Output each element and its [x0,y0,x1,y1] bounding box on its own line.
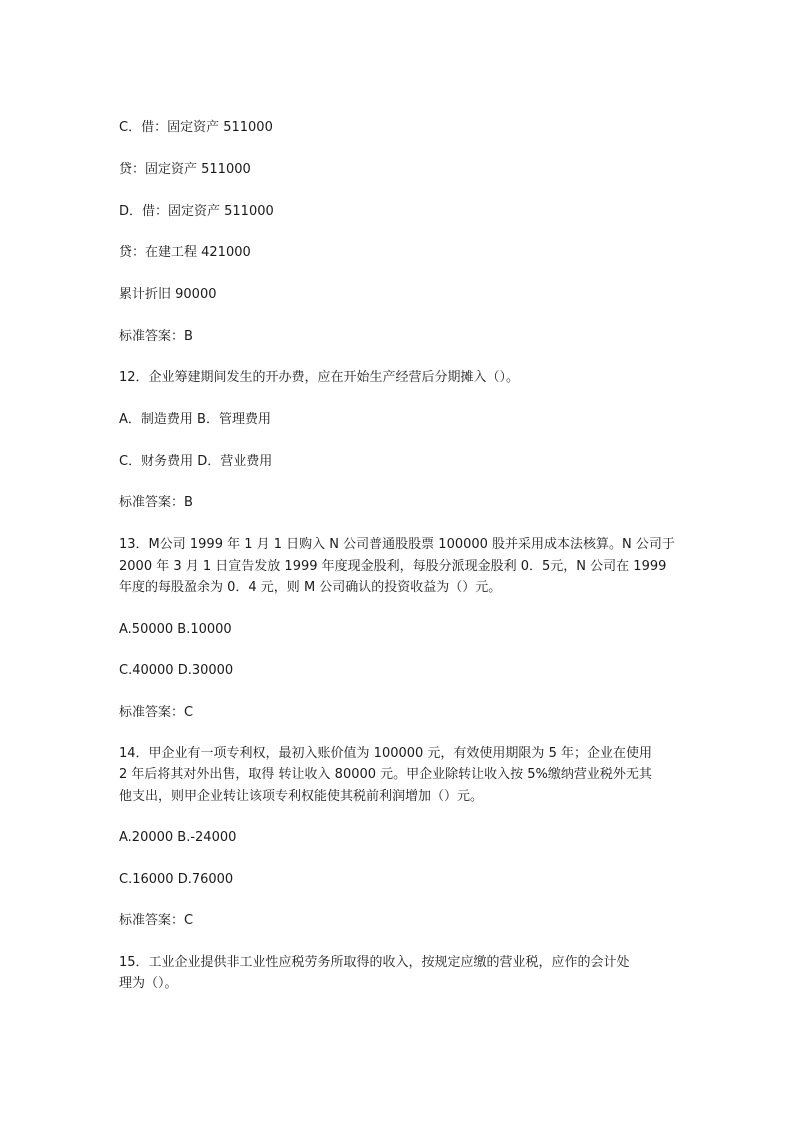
answer-12: 标准答案：B [119,495,193,510]
question-14-line-1: 14．甲企业有一项专利权，最初入账价值为 100000 元，有效使用期限为 5 年；企业在使用 [119,746,652,761]
question-14-options-cd: C.16000 D.76000 [119,872,234,887]
answer-11: 标准答案：B [119,329,193,344]
question-15-line-1: 15．工业企业提供非工业性应税劳务所取得的收入，按规定应缴的营业税，应作的会计处 [119,955,630,970]
option-d-depreciation: 累计折旧 90000 [119,287,217,302]
question-12: 12．企业筹建期间发生的开办费，应在开始生产经营后分期摊入（）。 [119,370,520,385]
question-14-line-3: 他支出，则甲企业转让该项专利权能使其税前利润增加（）元。 [119,789,484,804]
question-13-line-3: 年度的每股盈余为 0．4 元，则 M 公司确认的投资收益为（）元。 [119,580,502,595]
question-14-options-ab: A.20000 B.-24000 [119,830,237,845]
question-14-line-2: 2 年后将其对外出售，取得 转让收入 80000 元。甲企业除转让收入按 5%缴纳营业税外无其 [119,767,652,782]
question-15-line-2: 理为（）。 [119,976,178,991]
option-d-debit: D．借：固定资产 511000 [119,204,274,219]
answer-13: 标准答案：C [119,705,194,720]
question-12-options-cd: C．财务费用 D．营业费用 [119,454,273,469]
question-13-line-1: 13．M公司 1999 年 1 月 1 日购入 N 公司普通股股票 100000 股并采用成本法核算。N 公司于 [119,537,675,552]
question-13-line-2: 2000 年 3 月 1 日宣告发放 1999 年度现金股利，每股分派现金股利 0．5元，N 公司在 1999 [119,559,667,574]
option-d-credit: 贷：在建工程 421000 [119,245,251,260]
question-12-options-ab: A．制造费用 B．管理费用 [119,412,271,427]
answer-14: 标准答案：C [119,913,194,928]
question-13-options-ab: A.50000 B.10000 [119,622,232,637]
option-c-debit: C．借：固定资产 511000 [119,120,273,135]
option-c-credit: 贷：固定资产 511000 [119,162,251,177]
question-13-options-cd: C.40000 D.30000 [119,663,234,678]
